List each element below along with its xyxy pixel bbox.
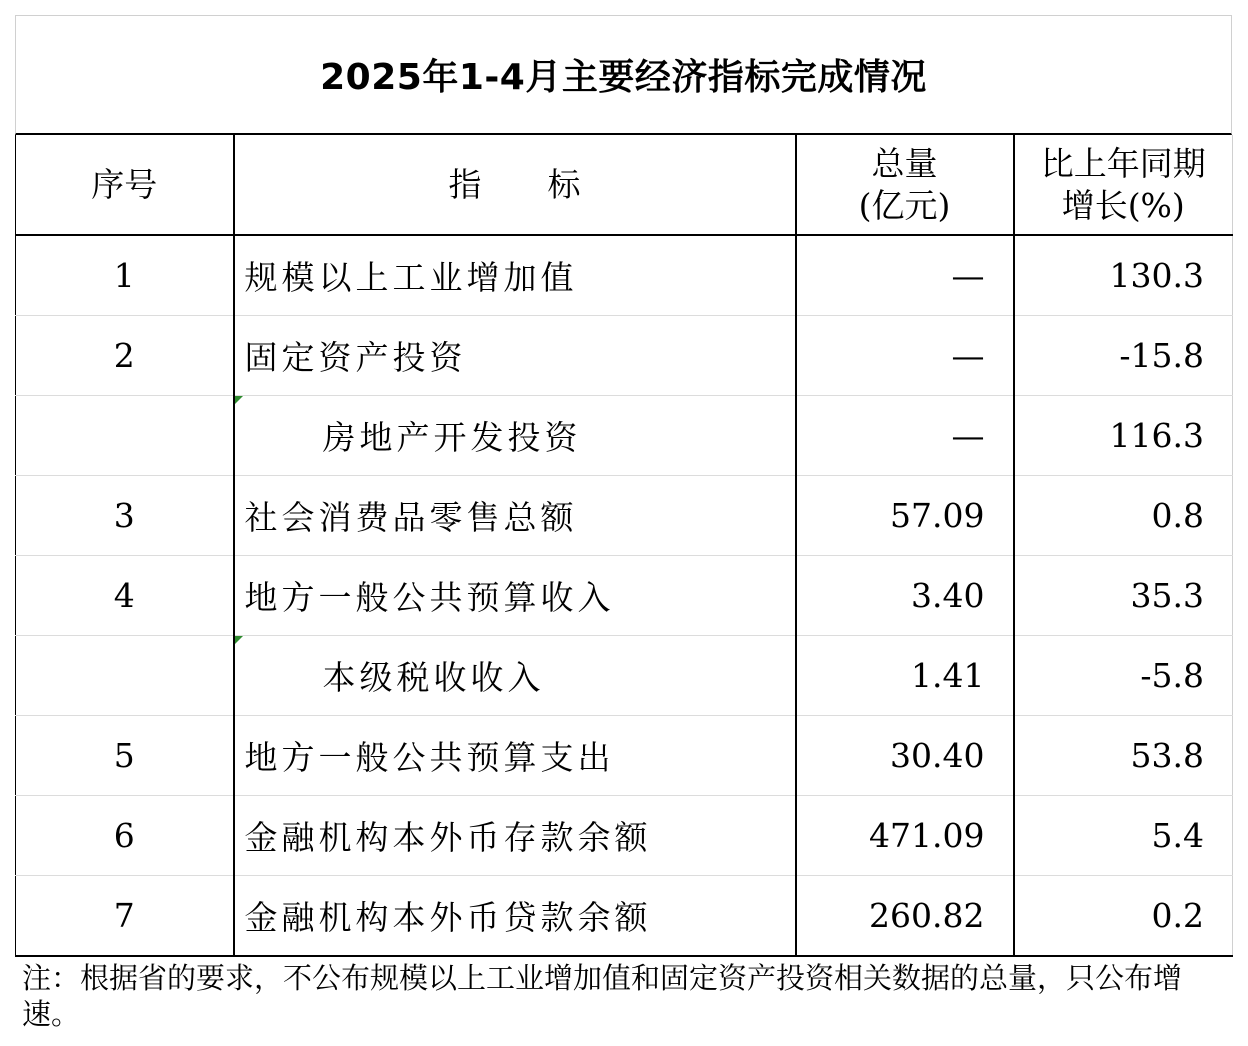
indicator-cell[interactable]: 金融机构本外币存款余额 [234,796,796,876]
table-row [16,396,1233,476]
seq-cell[interactable]: 4 [16,556,234,636]
header-total[interactable] [796,135,1014,235]
table-row [16,876,1233,957]
seq-cell[interactable]: 5 [16,716,234,796]
indicator-cell[interactable]: 社会消费品零售总额 [234,476,796,556]
header-total-line1: 总量 [871,143,938,183]
cell-note-marker [235,636,243,644]
table-row [16,796,1233,876]
indicator-label: 本级税收收入 [322,658,545,697]
seq-cell[interactable] [16,636,234,716]
header-indicator-label: 指 标 [448,164,581,204]
growth-cell[interactable]: 130.3 [1014,235,1233,316]
header-growth-line1: 比上年同期 [1040,143,1206,183]
title-cell[interactable] [15,15,1232,135]
indicator-cell[interactable]: 地方一般公共预算支出 [234,716,796,796]
growth-cell[interactable]: 0.2 [1014,876,1233,957]
total-cell[interactable]: — [796,396,1014,476]
footnote: 注：根据省的要求，不公布规模以上工业增加值和固定资产投资相关数据的总量，只公布增速。 [22,961,1183,1031]
indicator-cell[interactable]: 规模以上工业增加值 [234,235,796,316]
indicator-cell-sub[interactable] [234,396,796,476]
growth-cell[interactable]: -15.8 [1014,316,1233,396]
header-growth-line2: 增长(%) [1061,185,1185,225]
total-cell[interactable]: 1.41 [796,636,1014,716]
total-cell[interactable]: — [796,235,1014,316]
growth-cell[interactable]: -5.8 [1014,636,1233,716]
indicator-cell-sub[interactable] [234,636,796,716]
indicator-cell[interactable]: 固定资产投资 [234,316,796,396]
header-seq[interactable]: 序号 [16,135,234,235]
growth-cell[interactable]: 116.3 [1014,396,1233,476]
header-indicator[interactable] [234,135,796,235]
seq-cell[interactable] [16,396,234,476]
growth-cell[interactable]: 5.4 [1014,796,1233,876]
table-row [16,235,1233,316]
indicator-cell[interactable]: 地方一般公共预算收入 [234,556,796,636]
spreadsheet [15,15,1232,957]
header-row [16,135,1233,235]
total-cell[interactable]: 260.82 [796,876,1014,957]
seq-cell[interactable]: 3 [16,476,234,556]
total-cell[interactable]: 3.40 [796,556,1014,636]
total-cell[interactable]: 30.40 [796,716,1014,796]
header-total-line2: (亿元) [858,185,951,225]
cell-note-marker [235,396,243,404]
header-growth[interactable] [1014,135,1233,235]
growth-cell[interactable]: 53.8 [1014,716,1233,796]
seq-cell[interactable]: 6 [16,796,234,876]
growth-cell[interactable]: 35.3 [1014,556,1233,636]
seq-cell[interactable]: 1 [16,235,234,316]
table-row [16,716,1233,796]
total-cell[interactable]: 57.09 [796,476,1014,556]
indicator-label: 房地产开发投资 [322,418,582,457]
table-row [16,476,1233,556]
seq-cell[interactable]: 7 [16,876,234,957]
indicator-cell[interactable]: 金融机构本外币贷款余额 [234,876,796,957]
seq-cell[interactable]: 2 [16,316,234,396]
table-row [16,556,1233,636]
indicator-table [15,135,1233,957]
total-cell[interactable]: 471.09 [796,796,1014,876]
growth-cell[interactable]: 0.8 [1014,476,1233,556]
total-cell[interactable]: — [796,316,1014,396]
page-title: 2025年1-4月主要经济指标完成情况 [320,57,927,98]
table-row [16,316,1233,396]
table-row [16,636,1233,716]
